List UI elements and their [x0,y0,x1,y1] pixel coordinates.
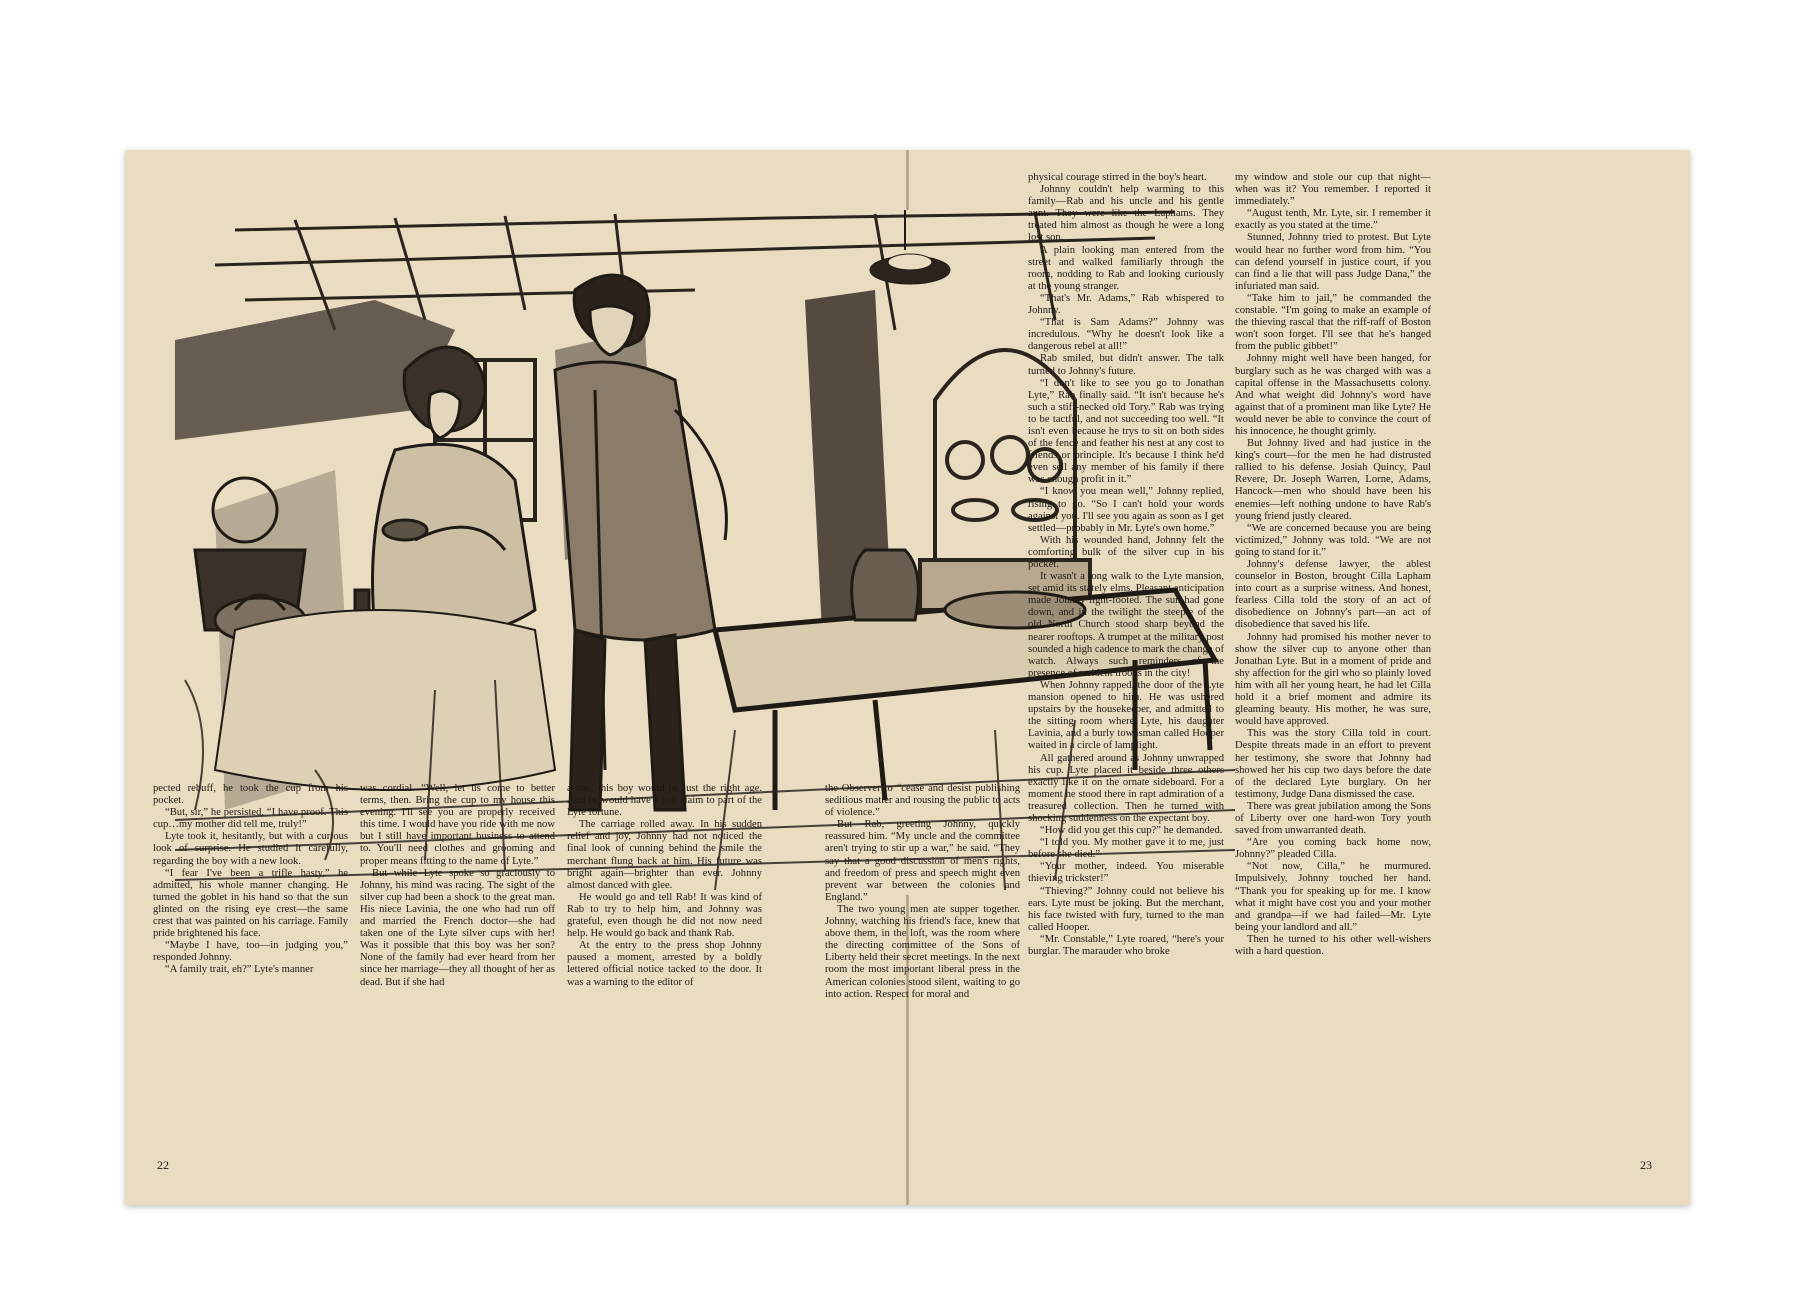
paragraph: Johnny might well have been hanged, for burglary such as he was charged with was a capital offense in the Massachusetts colony. And what weight did Johnny's word have against that of a prominent man like Lyte? He would never be able to convince the court of his innocence, he thought grimly. [1235,353,1431,437]
paragraph: “Your mother, indeed. You miserable thieving trickster!” [1028,861,1224,885]
text-column-left-1 [153,783,348,1133]
paragraph: was cordial. “Well, let us come to better terms, then. Bring the cup to my house this evening. I'll see you are properly received this time. I would have you ride with me now but I still have important business to attend to. You'll need clothes and grooming and proper means fitting to the name of Lyte.” [360,783,555,867]
paragraph: “August tenth, Mr. Lyte, sir. I remember it exactly as you stated at the time.” [1235,208,1431,232]
paragraph: Then he turned to his other well-wishers with a hard question. [1235,933,1431,957]
paragraph: “I fear I've been a trifle hasty,” he admitted, his whole manner changing. He turned the goblet in his hand so that the sun glinted on the rising eye crest—the same crest that was painted on his carriage. Family pride brightened his face. [153,867,348,940]
paragraph: All gathered around as Johnny unwrapped his cup. Lyte placed it beside three others exactly like it on the ornate sideboard. For a moment he stood there in rapt admiration of a treasured collection. Then he turned with shocking suddenness on the expectant boy. [1028,752,1224,824]
text-column-right-1 [825,783,1020,1133]
page-number-left: 22 [157,1158,169,1172]
paragraph: “That is Sam Adams?” Johnny was incredulous. “Why he doesn't look like a dangerous rebel at all!” [1028,317,1224,353]
paragraph: Rab smiled, but didn't answer. The talk turned to Johnny's future. [1028,353,1224,377]
paragraph: This was the story Cilla told in court. Despite threats made in an effort to prevent her testimony, she swore that Johnny had showed her his cup two days before the date of the declared Lyte burglary. On her testimony, Judge Dana dismissed the case. [1235,728,1431,800]
paragraph: The carriage rolled away. In his sudden relief and joy, Johnny had not noticed the final look of cunning behind the smile the merchant flung back at him. His future was bright again—brighter than ever. Johnny almost danced with glee. [567,819,762,891]
paragraph: my window and stole our cup that night—when was it? You remember. I reported it immediately.” [1235,172,1431,208]
paragraph: But while Lyte spoke so graciously to Johnny, his mind was racing. The sight of the silver cup had been a shock to the great man. His niece Lavinia, the one who had run off and married the French doctor—she had taken one of the Lyte silver cups with her! Was it possible that this boy was her son? None of the family had ever heard from her since her marriage—they all thought of her as dead. But if she had [360,867,555,988]
paragraph: Johnny's defense lawyer, the ablest counselor in Boston, brought Cilla Lapham into court as a surprise witness. And honest, fearless Cilla told the story of an act of disobedience on Johnny's part—an act of disobedience that saved his life. [1235,559,1431,631]
paragraph: Johnny had promised his mother never to show the silver cup to anyone other than Jonathan Lyte. But in a moment of pride and shy affection for the girl who so plainly loved him with all her young heart, he had let Cilla hold it a brief moment and admire its gleaming beauty. His mother, he was sure, would have approved. [1235,631,1431,728]
page-number-right: 23 [1640,1158,1652,1172]
paragraph: “A family trait, eh?” Lyte's manner [165,964,314,976]
text-column-right-2 [1028,172,1224,1134]
paragraph: pected rebuff, he took the cup from his pocket. [153,783,348,807]
paragraph: The two young men ate supper together. Johnny, watching his friend's face, knew that above them, in the loft, was the room where the directing committee of the Sons of Liberty held their secret meetings. In the next room the most important liberal press in the American colonies stood silent, waiting to go into action. Respect for moral and [825,903,1020,1000]
paragraph: “I told you. My mother gave it to me, just before she died.” [1028,837,1224,861]
paragraph: physical courage stirred in the boy's heart. [1028,172,1207,183]
paragraph: “I know you mean well,” Johnny replied, rising to go. “So I can't hold your words against you. I'll see you again as soon as I get settled—probably in Mr. Lyte's own home.” [1028,486,1224,534]
paragraph: But Johnny lived and had justice in the king's court—for the men he had distrusted rallied to his defense. Josiah Quincy, Paul Revere, Dr. Joseph Warren, Lorne, Adams, Hancock—men who should have been his enemies—left nothing undone to have Rab's young friend justly cleared. [1235,438,1431,522]
paragraph: When Johnny rapped, the door of the Lyte mansion opened to him. He was ushered upstairs by the housekeeper, and admitted to the sitting room where Lyte, his daughter Lavinia, and a burly townsman called Hooper waited in a circle of lamplight. [1028,679,1224,752]
paragraph: “But, sir,” he persisted, “I have proof. This cup…my mother did tell me, truly!” [153,807,348,831]
paragraph: “Thieving?” Johnny could not believe his ears. Lyte must be joking. But the merchant, his face twisted with fury, turned to the man called Hooper. [1028,885,1224,933]
paragraph: But Rab, greeting Johnny, quickly reassured him. “My uncle and the committee aren't trying to stir up a war,” he said. “They say that a good discussion of men's rights, and freedom of press and speech might even prevent war between the colonies and England.” [825,819,1020,903]
paragraph: “That's Mr. Adams,” Rab whispered to Johnny. [1028,292,1224,317]
paragraph: “How did you get this cup?” he demanded. [1040,825,1223,837]
paragraph: “We are concerned because you are being victimized,” Johnny was told. “We are not going to stand for it.” [1235,522,1431,558]
paragraph: There was great jubilation among the Sons of Liberty over one hard-won Tory youth saved from unwarranted death. [1235,800,1431,837]
text-column-right-3 [1235,172,1431,1134]
paragraph: Stunned, Johnny tried to protest. But Lyte would hear no further word from him. “You can defend yourself in justice court, if you can find a lie that will pass Judge Dana,” the infuriated man said. [1235,232,1431,292]
paragraph: “Take him to jail,” he commanded the constable. “I'm going to make an example of the thieving rascal that the riff-raff of Boston won't soon forget. I'll see that he's hanged from the public gibbet!” [1235,292,1431,353]
text-column-left-3 [567,783,762,1133]
paragraph: Lyte took it, hesitantly, but with a curious look of surprise. He studied it carefully, regarding the boy with a new look. [153,831,348,867]
paragraph: “Mr. Constable,” Lyte roared, “here's your burglar. The marauder who broke [1028,933,1224,957]
paragraph: the Observer to “cease and desist publishing seditious matter and rousing the public to acts of violence.” [825,783,1020,819]
paragraph: A plain looking man entered from the street and walked familiarly through the room, nodding to Rab and looking curiously at the young stranger. [1028,244,1224,292]
paragraph: Johnny couldn't help warming to this family—Rab and his uncle and his gentle aunt. They were like the Laphams. They treated him almost as though he were a long lost son. [1028,184,1224,244]
paragraph: It wasn't a long walk to the Lyte mansion, set amid its stately elms. Pleasant anticipation made Johnny light-footed. The sun had gone down, and in the twilight the steeple of the old North Church stood sharp beyond the nearer rooftops. A trumpet at the military post sounded a high cadence to mark the change of watch. Always such reminders of the presence of resident troops in the city! [1028,571,1224,679]
magazine-spread [125,150,1690,1205]
text-column-left-2 [360,783,555,1133]
paragraph: “Are you coming back home now, Johnny?” pleaded Cilla. [1235,837,1431,861]
paragraph: At the entry to the press shop Johnny paused a moment, arrested by a boldly lettered official notice tacked to the door. It was a warning to the editor of [567,940,762,988]
paragraph: “I don't like to see you go to Jonathan Lyte,” Rab finally said. “It isn't because he's such a stiff-necked old Tory.” Rab was trying to be tactful, and not succeeding too well. “It isn't even because he trys to sit on both sides of the fence and feather his nest at any cost to friends or principle. It's because I think he'd even sell any member of his family if there was enough profit in it.” [1028,377,1224,486]
paragraph: a son, this boy would be just the right age. And he would have a just claim to part of the Lyte fortune. [567,783,762,819]
paragraph: “Not now, Cilla,” he murmured. Impulsively, Johnny touched her hand. “Thank you for speaking up for me. I know what it might have cost you and your mother and grandpa—if we had failed—Mr. Lyte being your landlord and all.” [1235,861,1431,933]
paragraph: “Maybe I have, too—in judging you,” responded Johnny. [153,940,348,964]
paragraph: He would go and tell Rab! It was kind of Rab to try to help him, and Johnny was grateful, even though he did not now need help. He would go back and thank Rab. [567,891,762,940]
paragraph: With his wounded hand, Johnny felt the comforting bulk of the silver cup in his pocket. [1028,534,1224,570]
